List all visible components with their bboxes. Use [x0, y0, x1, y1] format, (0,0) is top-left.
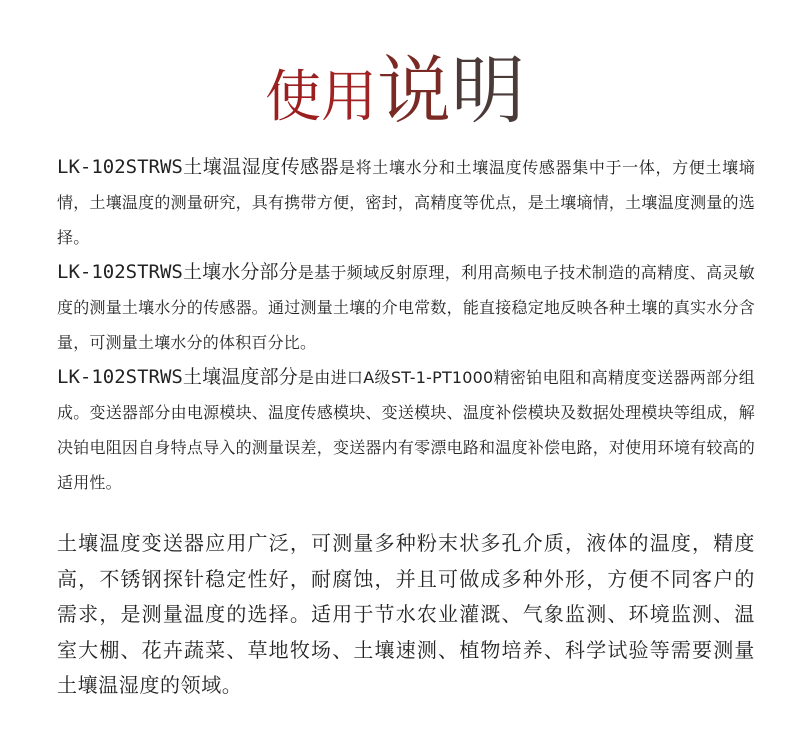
moisture-lead: LK-102STRWS土壤水分部分	[57, 261, 298, 283]
title-glyph: 说	[377, 48, 451, 134]
overview-lead: LK-102STRWS土壤温湿度传感器	[57, 156, 339, 178]
title-part-instructions	[377, 48, 525, 134]
paragraph-temperature	[57, 360, 755, 500]
page-title	[0, 48, 790, 134]
title-glyph: 明	[451, 48, 525, 134]
document-body	[57, 150, 755, 704]
title-part-usage	[265, 65, 377, 130]
paragraph-moisture	[57, 255, 755, 360]
temperature-lead: LK-102STRWS土壤温度部分	[57, 366, 298, 388]
overview-text: 是将土壤水分和土壤温度传感器集中于一体，方便土壤墒情，土壤温度的测量研究，具有携带方便，密封，高精度等优点，是土壤墒情，土壤温度测量的选择。	[57, 158, 755, 247]
title-glyph: 使	[265, 65, 321, 130]
paragraph-spacer	[57, 500, 755, 526]
moisture-text: 是基于频域反射原理，利用高频电子技术制造的高精度、高灵敏度的测量土壤水分的传感器。通过测量土壤的介电常数，能直接稳定地反映各种土壤的真实水分含量，可测量土壤水分的体积百分比。	[57, 263, 755, 352]
paragraph-overview	[57, 150, 755, 255]
paragraph-application: 土壤温度变送器应用广泛，可测量多种粉末状多孔介质，液体的温度，精度高，不锈钢探针稳定性好，耐腐蚀，并且可做成多种外形，方便不同客户的需求，是测量温度的选择。适用于节水农业灌溉、气象监测、环境监测、温室大棚、花卉蔬菜、草地牧场、土壤速测、植物培养、科学试验等需要测量土壤温湿度的领域。	[57, 531, 755, 697]
temperature-text: 是由进口A级ST-1-PT1000精密铂电阻和高精度变送器两部分组成。变送器部分由电源模块、温度传感模块、变送模块、温度补偿模块及数据处理模块等组成，解决铂电阻因自身特点导入的测量误差，变送器内有零漂电路和温度补偿电路，对使用环境有较高的适用性。	[57, 368, 755, 492]
title-glyph: 用	[321, 65, 377, 130]
